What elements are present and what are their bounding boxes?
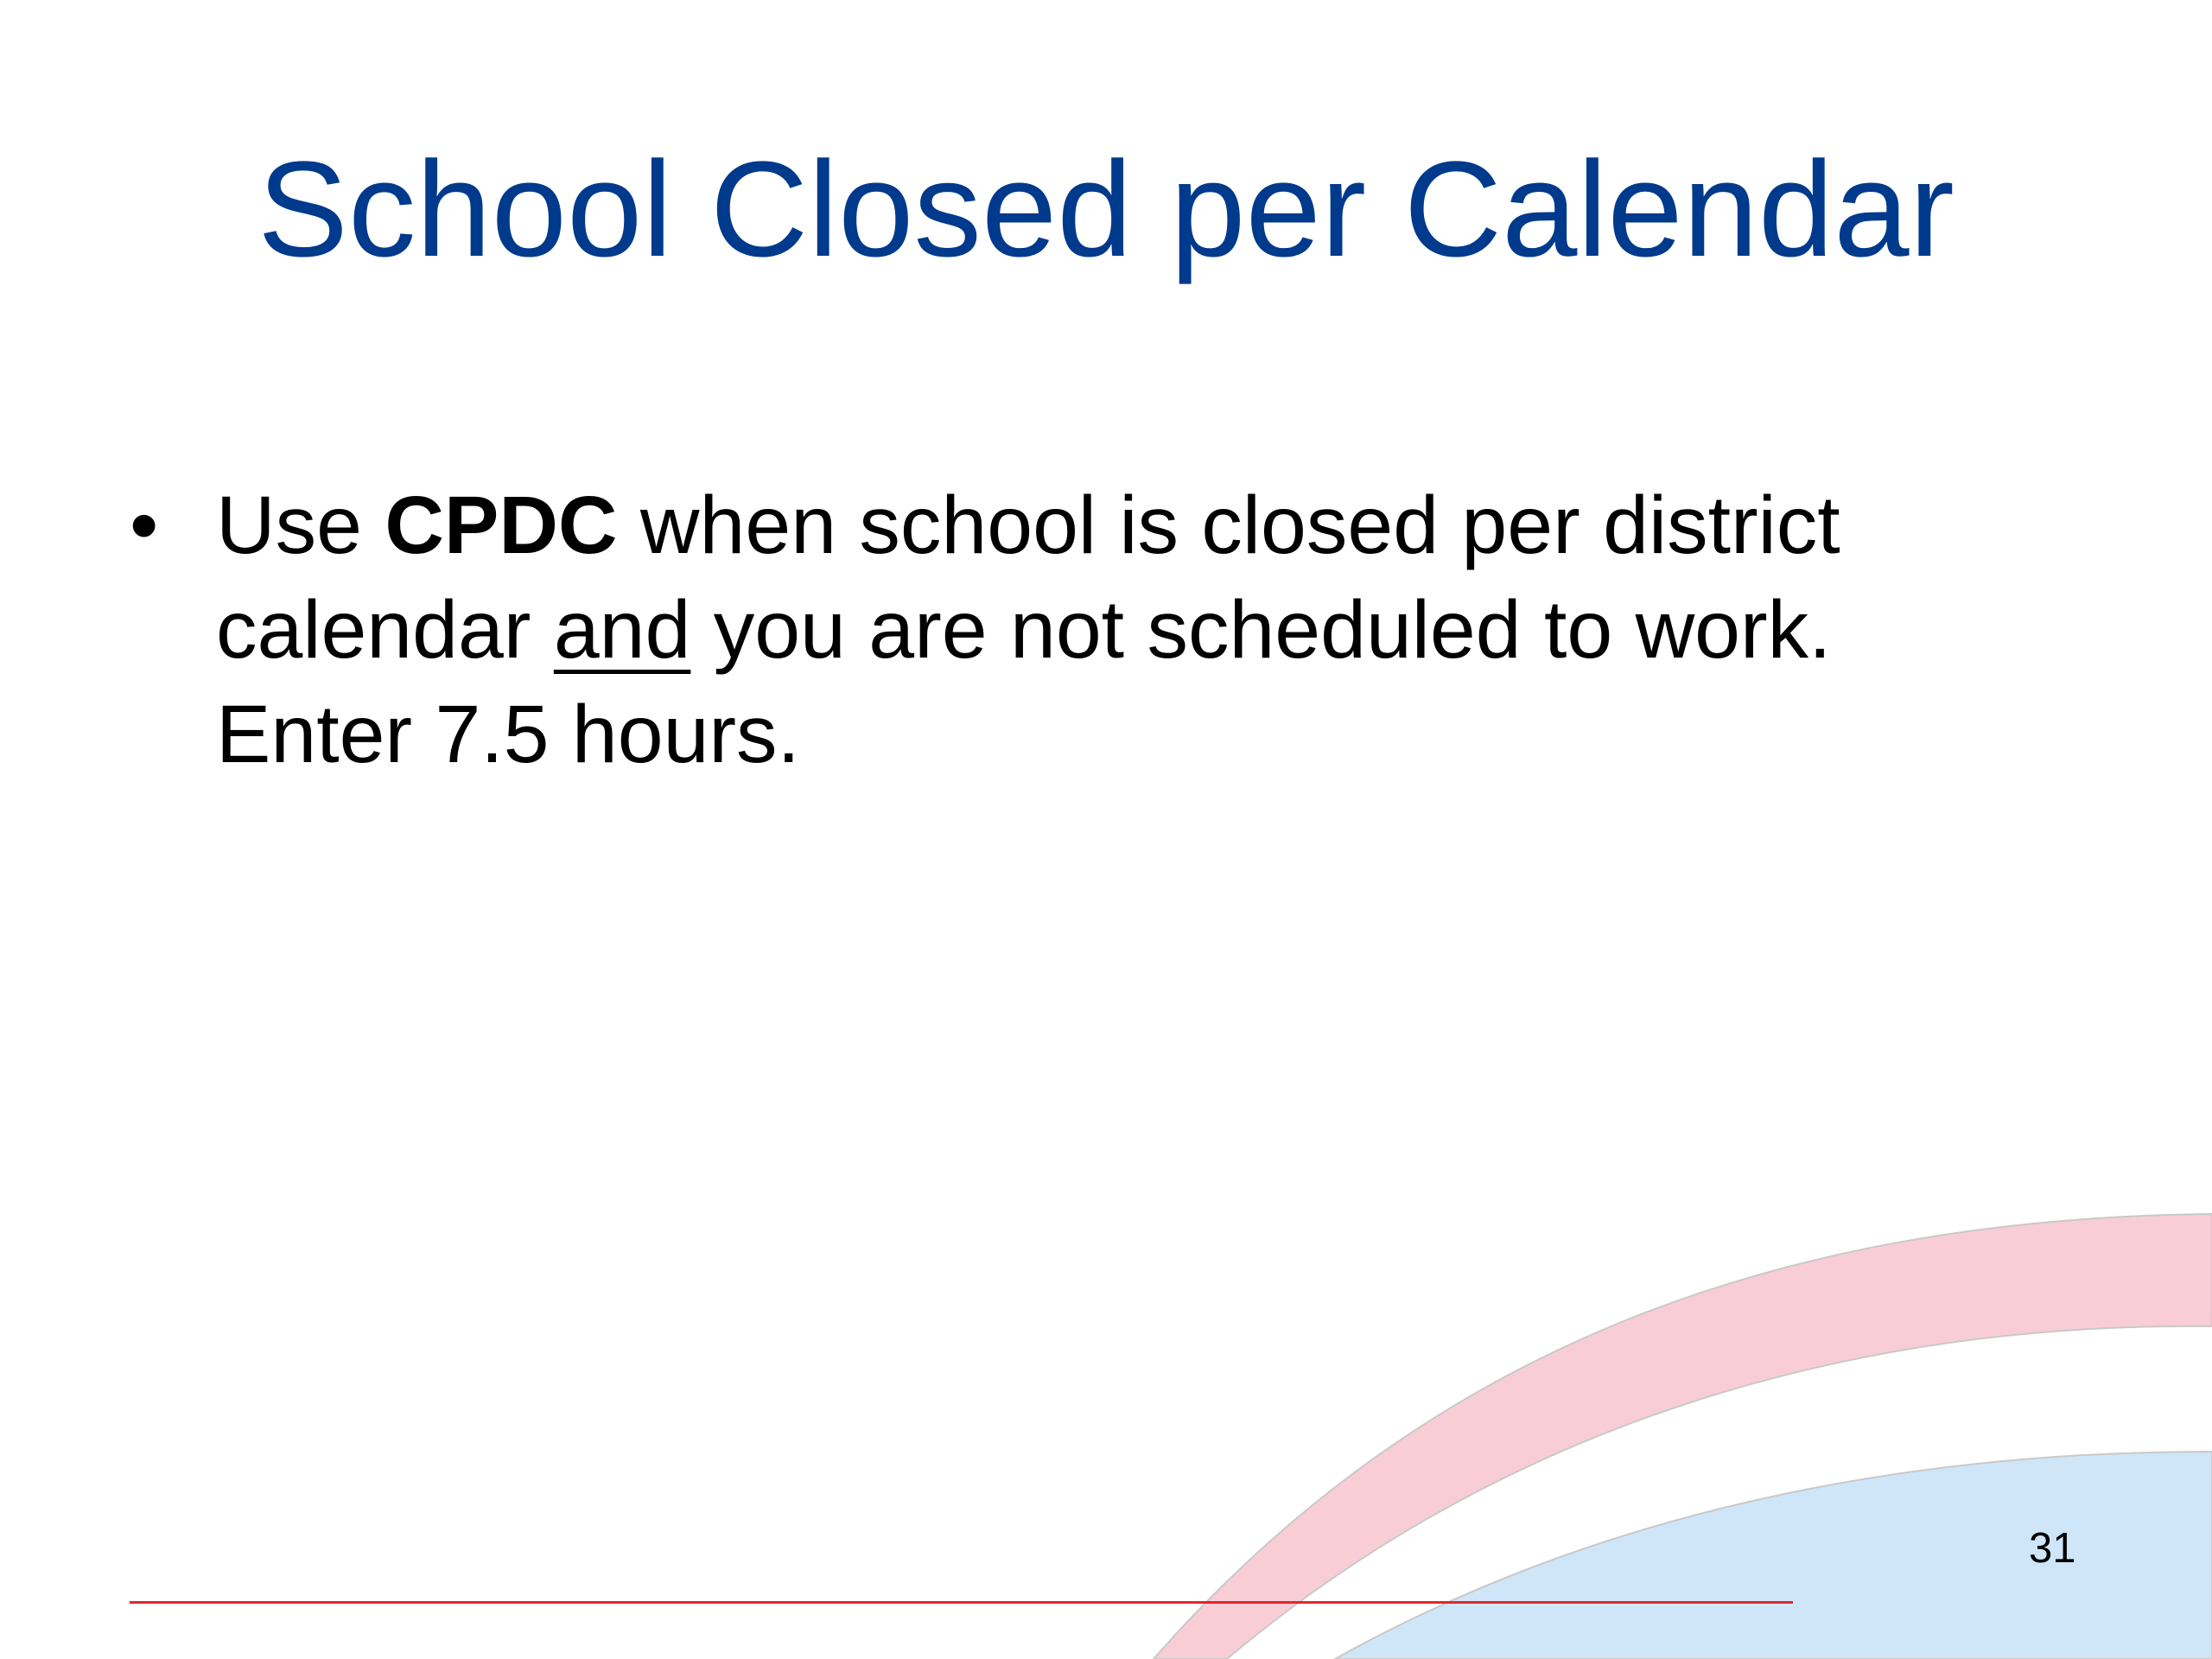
slide-title: School Closed per Calendar <box>257 134 1955 285</box>
slide-body <box>130 474 2031 787</box>
text-when-closed: when school is closed per district <box>617 480 1840 571</box>
bullet-line-1 <box>216 474 2031 578</box>
bullet-line-3: Enter 7.5 hours. <box>216 689 800 780</box>
text-calendar: calendar <box>216 584 554 676</box>
text-use: Use <box>216 480 385 571</box>
footer-divider <box>130 1601 1793 1604</box>
bullet-marker: • <box>130 480 159 571</box>
text-not-scheduled: you are not scheduled to work. <box>690 584 1832 676</box>
bullet-item <box>130 474 2031 787</box>
page-number: 31 <box>2029 1525 2076 1572</box>
code-cpdc: CPDC <box>385 480 618 571</box>
bullet-text <box>216 474 2031 787</box>
underlined-and: and <box>553 584 691 676</box>
bullet-line-2 <box>216 578 2031 683</box>
